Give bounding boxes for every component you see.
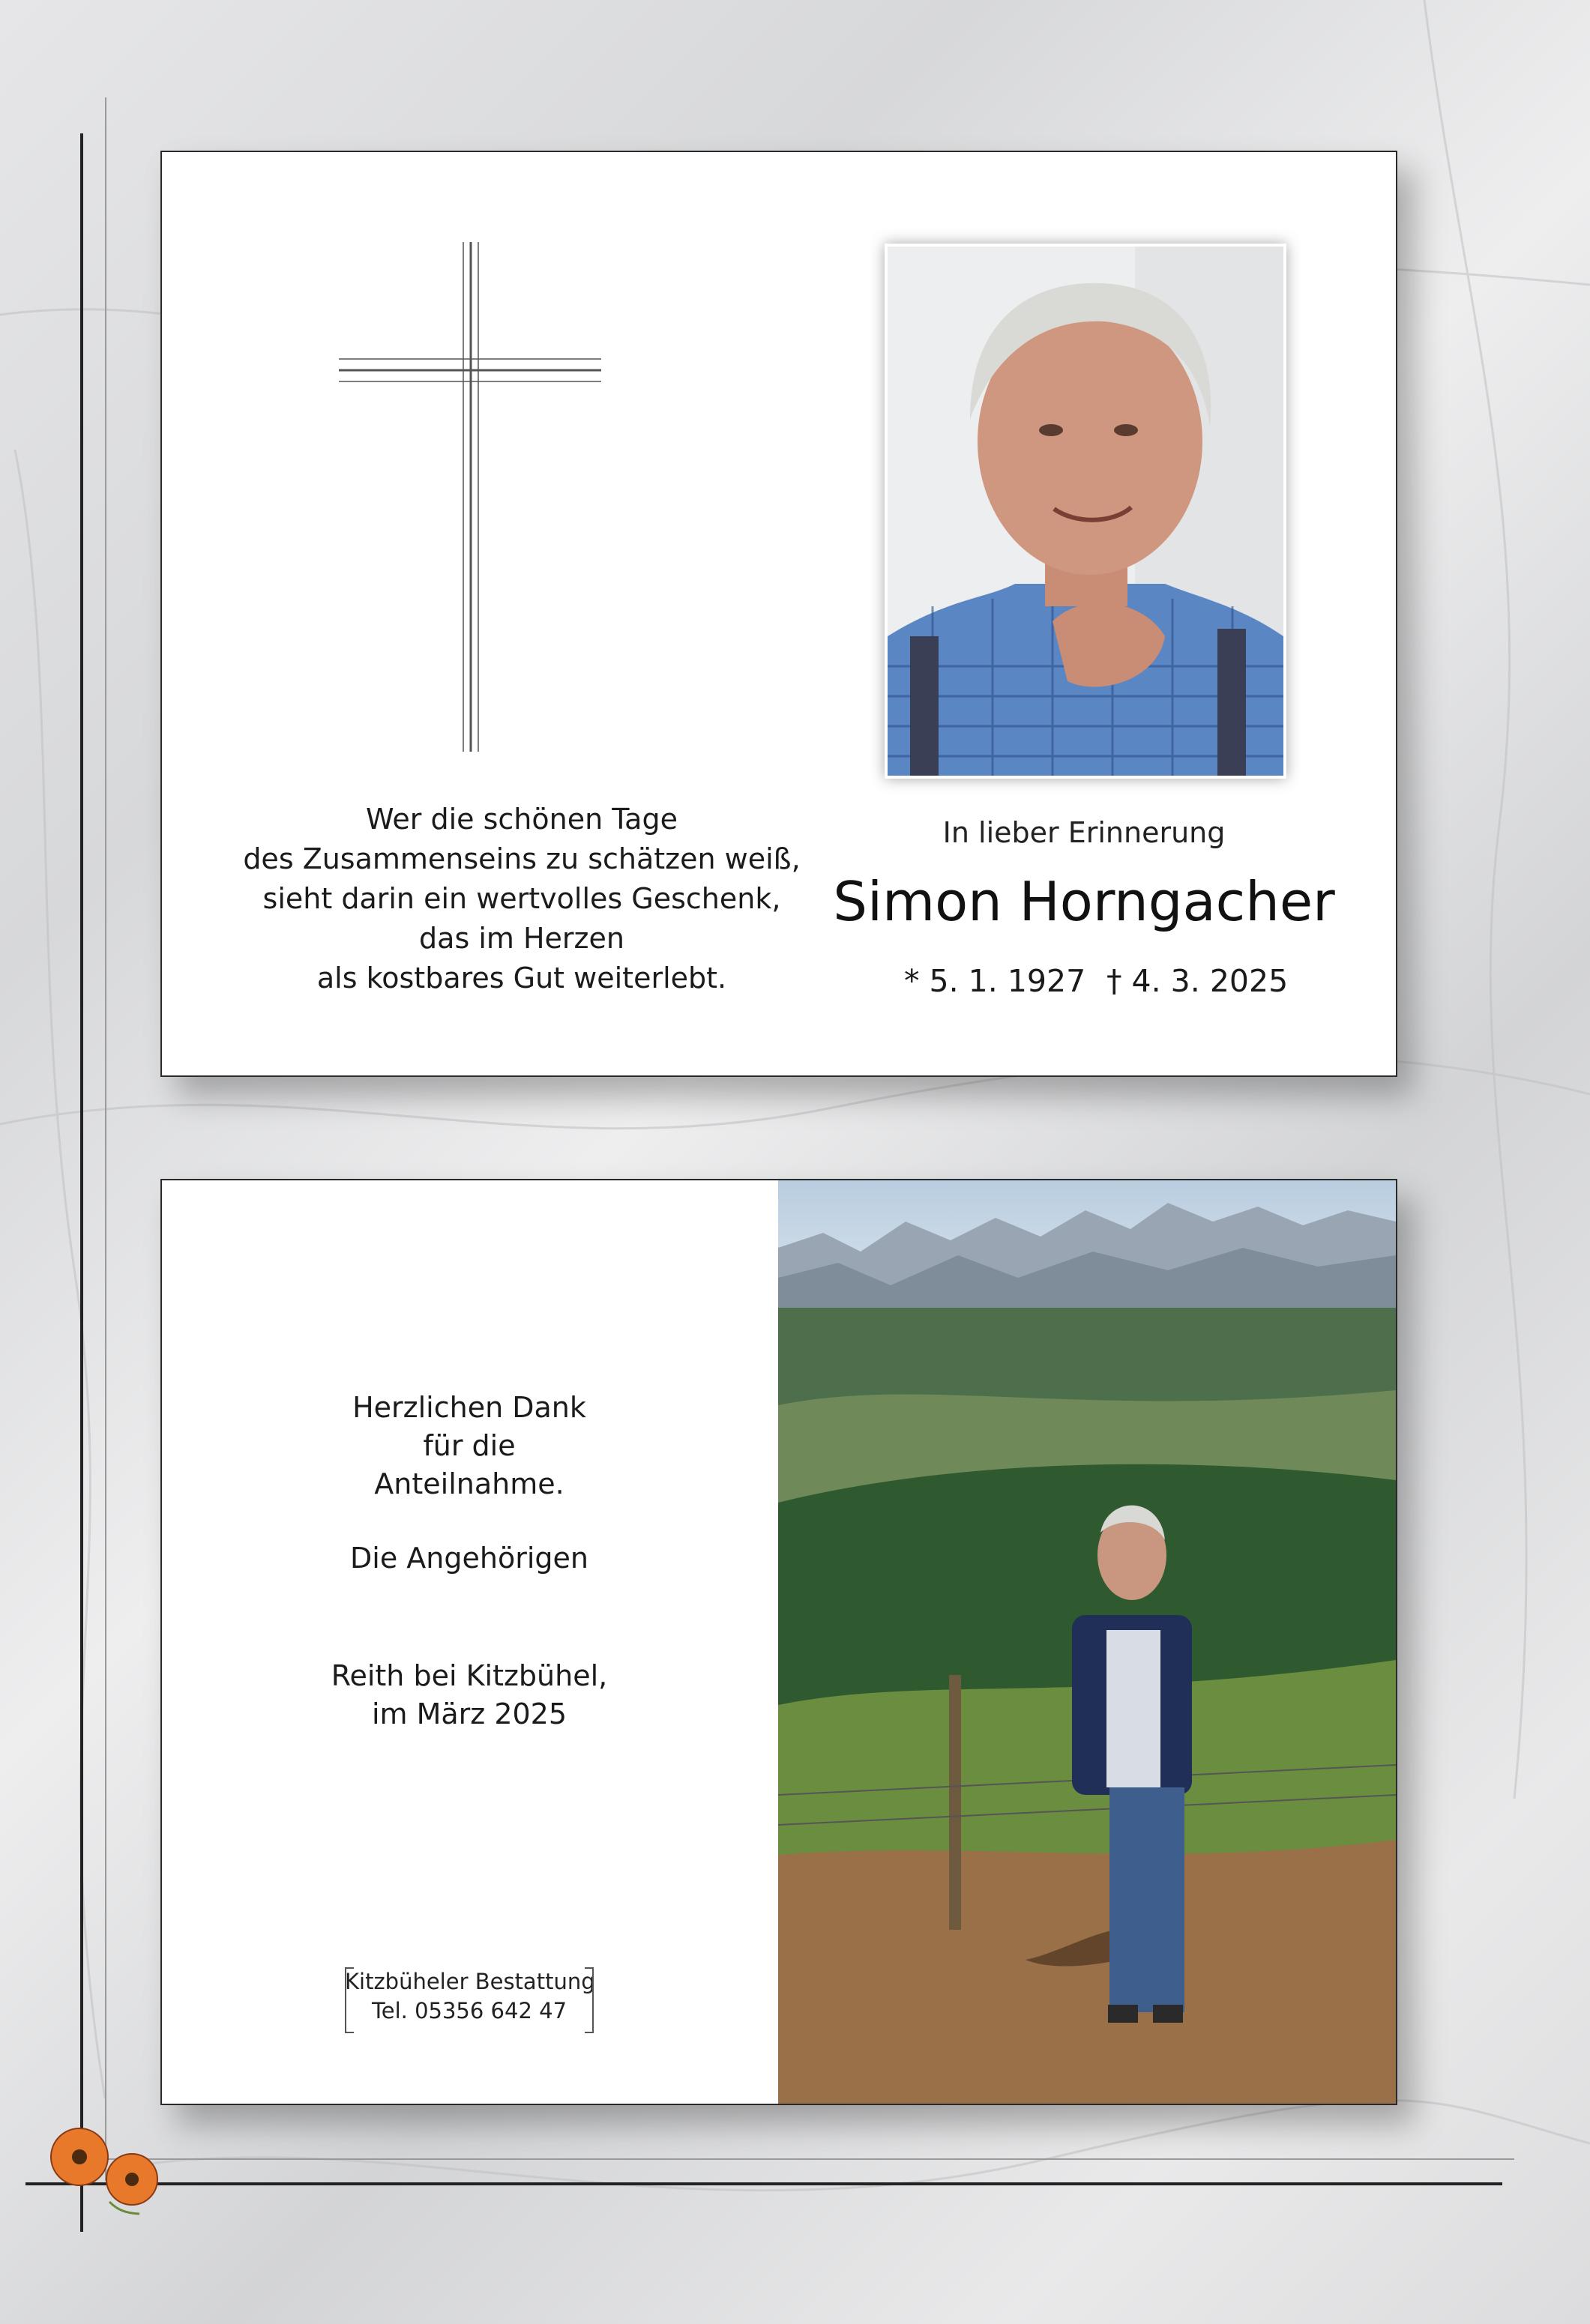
thanks-text — [274, 1389, 664, 1503]
flower-decoration-icon — [27, 2119, 169, 2224]
memory-label: In lieber Erinnerung — [942, 816, 1226, 849]
frame-vertical-line — [80, 133, 83, 2232]
frame-vertical-line-thin — [105, 97, 106, 2181]
quote-line: sieht darin ein wertvolles Geschenk, — [262, 882, 781, 915]
relatives-text: Die Angehörigen — [350, 1542, 588, 1575]
bracket-left — [345, 1967, 354, 2033]
memorial-card-front — [160, 151, 1397, 1077]
birth-date: * 5. 1. 1927 — [904, 963, 1086, 999]
quote-line: als kostbares Gut weiterlebt. — [316, 962, 727, 995]
funeral-home-phone: Tel. 05356 642 47 — [371, 1998, 567, 2023]
memorial-quote — [162, 800, 882, 998]
quote-line: Wer die schönen Tage — [366, 803, 678, 836]
place-line: Reith bei Kitzbühel, — [331, 1659, 608, 1692]
date-line: im März 2025 — [371, 1697, 567, 1730]
funeral-home-box — [345, 1967, 594, 2030]
death-date: † 4. 3. 2025 — [1106, 963, 1289, 999]
thanks-line: Herzlichen Dank — [352, 1391, 586, 1424]
thanks-line: Anteilnahme. — [374, 1467, 564, 1500]
landscape-photo — [778, 1180, 1396, 2104]
memorial-card-back — [160, 1179, 1397, 2105]
portrait-photo — [885, 244, 1286, 779]
quote-line: das im Herzen — [419, 922, 624, 955]
frame-horizontal-line — [25, 2182, 1502, 2185]
bracket-right — [585, 1967, 594, 2033]
place-date-text — [274, 1657, 664, 1733]
thanks-line: für die — [423, 1429, 516, 1462]
deceased-name: Simon Horngacher — [833, 870, 1335, 933]
funeral-home-name: Kitzbüheler Bestattung — [345, 1969, 595, 1994]
quote-line: des Zusammenseins zu schätzen weiß, — [243, 842, 801, 875]
cross-icon — [339, 242, 601, 752]
frame-horizontal-line-thin — [105, 2158, 1514, 2160]
